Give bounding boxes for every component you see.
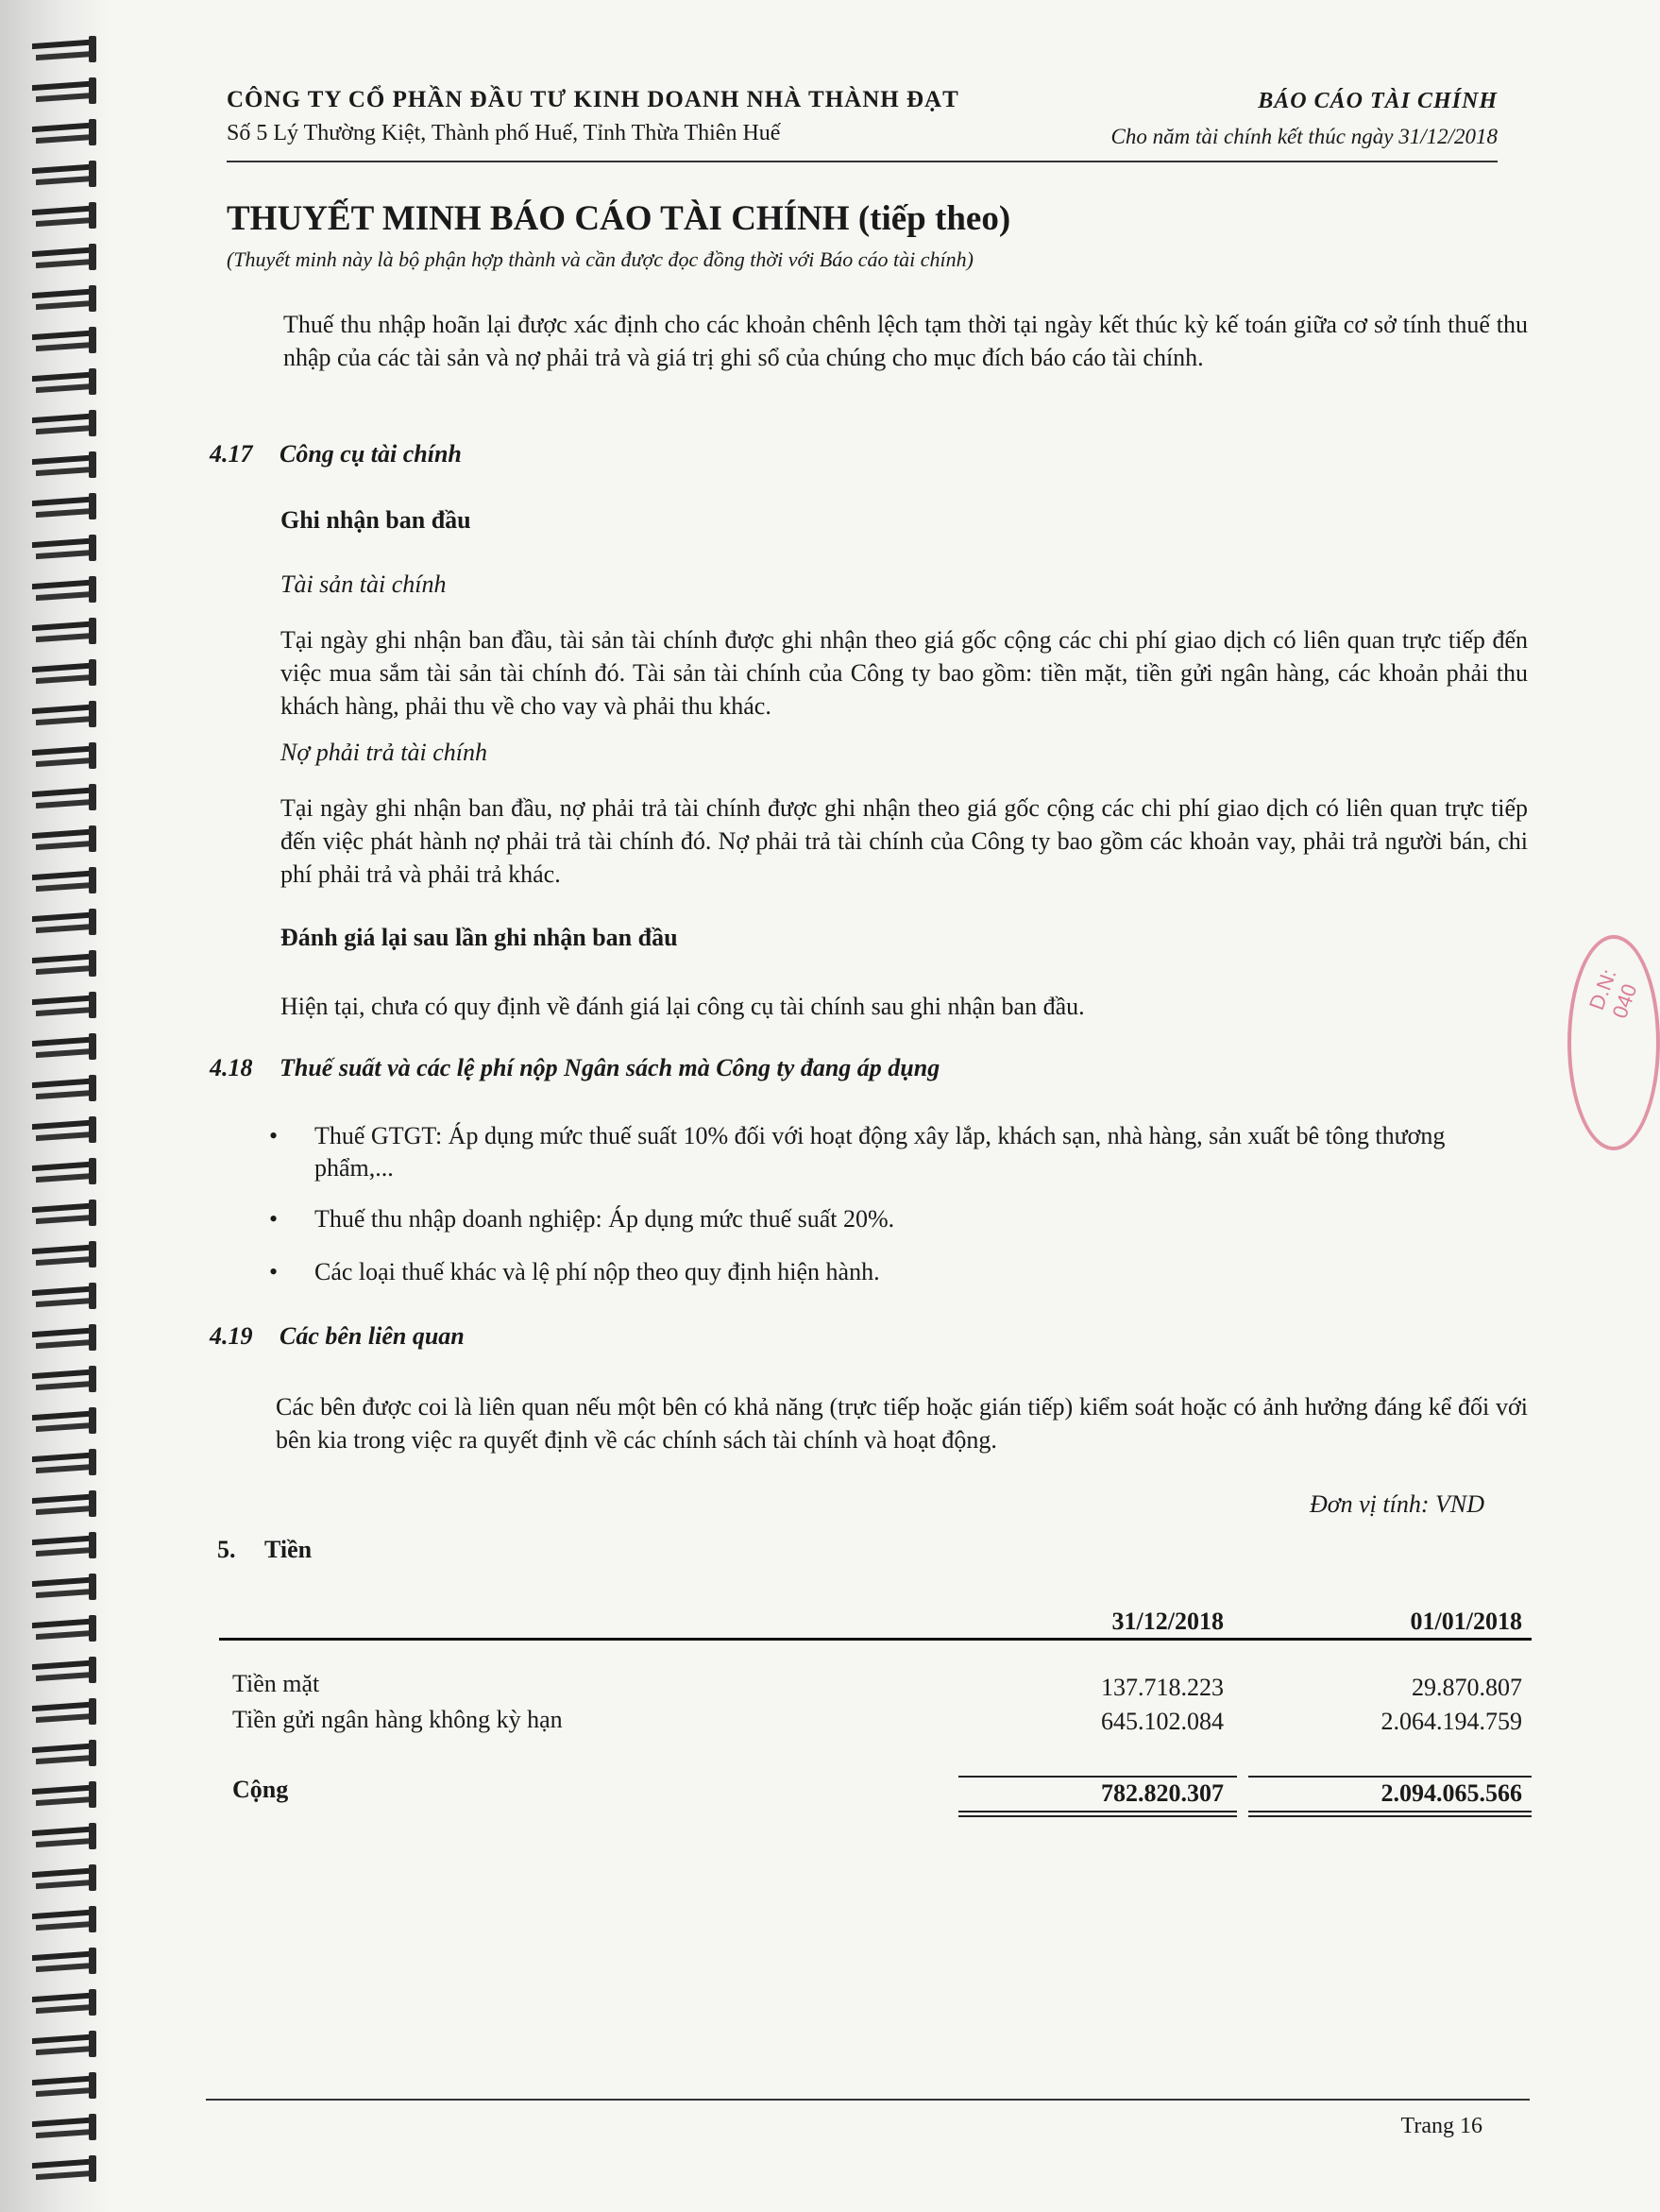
binding-coil: [32, 34, 100, 66]
related-parties-text: Các bên được coi là liên quan nếu một bên có khả năng (trực tiếp hoặc gián tiếp) kiểm soát hoặc có ảnh hưởng đáng kể đối với bên kia trong việc ra quyết định về các chính sách tài chính và hoạt động.: [276, 1393, 1528, 1454]
company-name: CÔNG TY CỔ PHẦN ĐẦU TƯ KINH DOANH NHÀ THÀNH ĐẠT: [227, 87, 959, 112]
cell-bank-2018-start: 2.064.194.759: [1381, 1708, 1522, 1735]
page-header: [227, 87, 1498, 146]
total-double-rule: [1248, 1815, 1532, 1817]
binding-coil: [32, 76, 100, 108]
revaluation-text: Hiện tại, chưa có quy định về đánh giá lại công cụ tài chính sau ghi nhận ban đầu.: [280, 993, 1085, 1020]
table-header-rule: [219, 1638, 1532, 1641]
row-label-bank-deposits: Tiền gửi ngân hàng không kỳ hạn: [232, 1706, 563, 1733]
binding-coil: [32, 1863, 100, 1895]
financial-assets-text: Tại ngày ghi nhận ban đầu, tài sản tài chính được ghi nhận theo giá gốc cộng các chi phí giao dịch có liên quan trực tiếp đến việc mua sắm tài sản tài chính đó. Tài sản tài chính của Công ty bao gồm: tiền mặt, tiền gửi ngân hàng, các khoản phải thu khách hàng, phải thu về cho vay và phải thu khác.: [280, 626, 1528, 720]
cell-total-2018-end: 782.820.307: [1101, 1779, 1224, 1807]
binding-coil: [32, 1904, 100, 1936]
bullet-icon: •: [269, 1205, 279, 1233]
page-subtitle: (Thuyết minh này là bộ phận hợp thành và cần được đọc đồng thời với Báo cáo tài chính): [227, 247, 974, 271]
binding-coil: [32, 782, 100, 814]
binding-coil: [32, 1738, 100, 1770]
section-4-19-heading: [210, 1322, 465, 1351]
binding-coil: [32, 408, 100, 440]
binding-coil: [32, 1655, 100, 1687]
total-double-rule: [958, 1811, 1237, 1812]
binding-coil: [32, 1779, 100, 1812]
binding-coil: [32, 1322, 100, 1354]
section-title: Tiền: [264, 1536, 313, 1563]
company-seal: D.N: 040: [1567, 935, 1660, 1150]
section-number: 4.17: [210, 440, 253, 468]
list-item-text: Thuế GTGT: Áp dụng mức thuế suất 10% đối với hoạt động xây lắp, khách sạn, nhà hàng, sản xuất bê tông thương phẩm,...: [314, 1122, 1446, 1182]
column-header-2018-end: 31/12/2018: [1111, 1608, 1224, 1635]
binding-coil: [32, 1281, 100, 1313]
cell-bank-2018-end: 645.102.084: [1101, 1708, 1224, 1735]
binding-coil: [32, 1572, 100, 1604]
binding-coil: [32, 2112, 100, 2144]
binding-coil: [32, 1115, 100, 1147]
binding-coil: [32, 325, 100, 357]
binding-coil: [32, 1364, 100, 1396]
total-double-rule: [958, 1815, 1237, 1817]
binding-coil: [32, 1198, 100, 1230]
report-period: Cho năm tài chính kết thúc ngày 31/12/2018: [1110, 125, 1498, 148]
binding-coil: [32, 824, 100, 856]
financial-liabilities-heading: Nợ phải trả tài chính: [280, 739, 487, 766]
binding-coil: [32, 1405, 100, 1438]
binding-coil: [32, 865, 100, 897]
binding-coil: [32, 1239, 100, 1271]
cell-cash-2018-start: 29.870.807: [1412, 1674, 1522, 1701]
binding-coil: [32, 990, 100, 1022]
footer-divider: [206, 2099, 1530, 2101]
section-number: 4.18: [210, 1054, 253, 1081]
section-number: 4.19: [210, 1322, 253, 1350]
page-title: THUYẾT MINH BÁO CÁO TÀI CHÍNH (tiếp theo): [227, 199, 1011, 238]
binding-coil: [32, 699, 100, 731]
header-divider: [227, 161, 1498, 162]
section-title: Công cụ tài chính: [279, 440, 462, 468]
cell-total-2018-start: 2.094.065.566: [1381, 1779, 1522, 1807]
total-double-rule: [1248, 1811, 1532, 1812]
column-header-2018-start: 01/01/2018: [1410, 1608, 1522, 1635]
binding-coil: [32, 2029, 100, 2061]
binding-coil: [32, 1156, 100, 1188]
initial-recognition-heading: Ghi nhận ban đầu: [280, 506, 471, 534]
binding-coil: [32, 2153, 100, 2186]
binding-coil: [32, 242, 100, 274]
total-top-rule: [958, 1776, 1237, 1778]
binding-coil: [32, 1987, 100, 2019]
binding-coil: [32, 200, 100, 232]
section-4-18-heading: [210, 1054, 940, 1082]
binding-coil: [32, 491, 100, 523]
section-5-heading: [217, 1536, 312, 1564]
binding-coil: [32, 574, 100, 606]
bullet-icon: •: [269, 1258, 279, 1285]
cell-cash-2018-end: 137.718.223: [1101, 1674, 1224, 1701]
binding-coil: [32, 1489, 100, 1521]
binding-coil: [32, 1946, 100, 1978]
financial-assets-heading: Tài sản tài chính: [280, 570, 447, 598]
section-4-17-heading: [210, 440, 462, 468]
binding-coil: [32, 907, 100, 939]
binding-coil: [32, 1613, 100, 1645]
section-title: Thuế suất và các lệ phí nộp Ngân sách mà Công ty đang áp dụng: [279, 1054, 940, 1081]
binding-coil: [32, 1821, 100, 1853]
binding-coil: [32, 1073, 100, 1105]
intro-paragraph: Thuế thu nhập hoãn lại được xác định cho các khoản chênh lệch tạm thời tại ngày kết thúc kỳ kế toán giữa cơ sở tính thuế thu nhập của các tài sản và nợ phải trả và giá trị ghi sổ của chúng cho mục đích báo cáo tài chính.: [283, 311, 1528, 371]
spiral-binding: [0, 0, 113, 2212]
binding-coil: [32, 1696, 100, 1728]
row-label-total: Cộng: [232, 1776, 289, 1803]
binding-coil: [32, 117, 100, 149]
section-title: Các bên liên quan: [279, 1322, 465, 1350]
binding-coil: [32, 948, 100, 980]
revaluation-heading: Đánh giá lại sau lần ghi nhận ban đầu: [280, 924, 678, 951]
total-top-rule: [1248, 1776, 1532, 1778]
binding-coil: [32, 740, 100, 773]
binding-coil: [32, 283, 100, 315]
binding-coil: [32, 1031, 100, 1063]
binding-coil: [32, 1447, 100, 1479]
page-number: Trang 16: [1400, 2114, 1482, 2138]
list-item-text: Thuế thu nhập doanh nghiệp: Áp dụng mức thuế suất 20%.: [314, 1205, 895, 1233]
binding-coil: [32, 366, 100, 399]
binding-coil: [32, 616, 100, 648]
row-label-cash: Tiền mặt: [232, 1670, 320, 1697]
binding-coil: [32, 450, 100, 482]
binding-coil: [32, 533, 100, 565]
binding-coil: [32, 657, 100, 689]
binding-coil: [32, 159, 100, 191]
section-number: 5.: [217, 1536, 236, 1563]
bullet-icon: •: [269, 1122, 279, 1149]
binding-coil: [32, 1530, 100, 1562]
report-title: BÁO CÁO TÀI CHÍNH: [1258, 89, 1498, 113]
company-address: Số 5 Lý Thường Kiệt, Thành phố Huế, Tỉnh Thừa Thiên Huế: [227, 121, 781, 145]
unit-label: Đơn vị tính: VND: [1309, 1490, 1484, 1518]
binding-coil: [32, 2070, 100, 2102]
financial-liabilities-text: Tại ngày ghi nhận ban đầu, nợ phải trả tài chính được ghi nhận theo giá gốc cộng các chi phí giao dịch có liên quan trực tiếp đến việc phát hành nợ phải trả tài chính đó. Nợ phải trả tài chính của Công ty bao gồm các khoản vay, phải trả người bán, chi phí phải trả và phải trả khác.: [280, 794, 1528, 888]
list-item-text: Các loại thuế khác và lệ phí nộp theo quy định hiện hành.: [314, 1258, 880, 1285]
